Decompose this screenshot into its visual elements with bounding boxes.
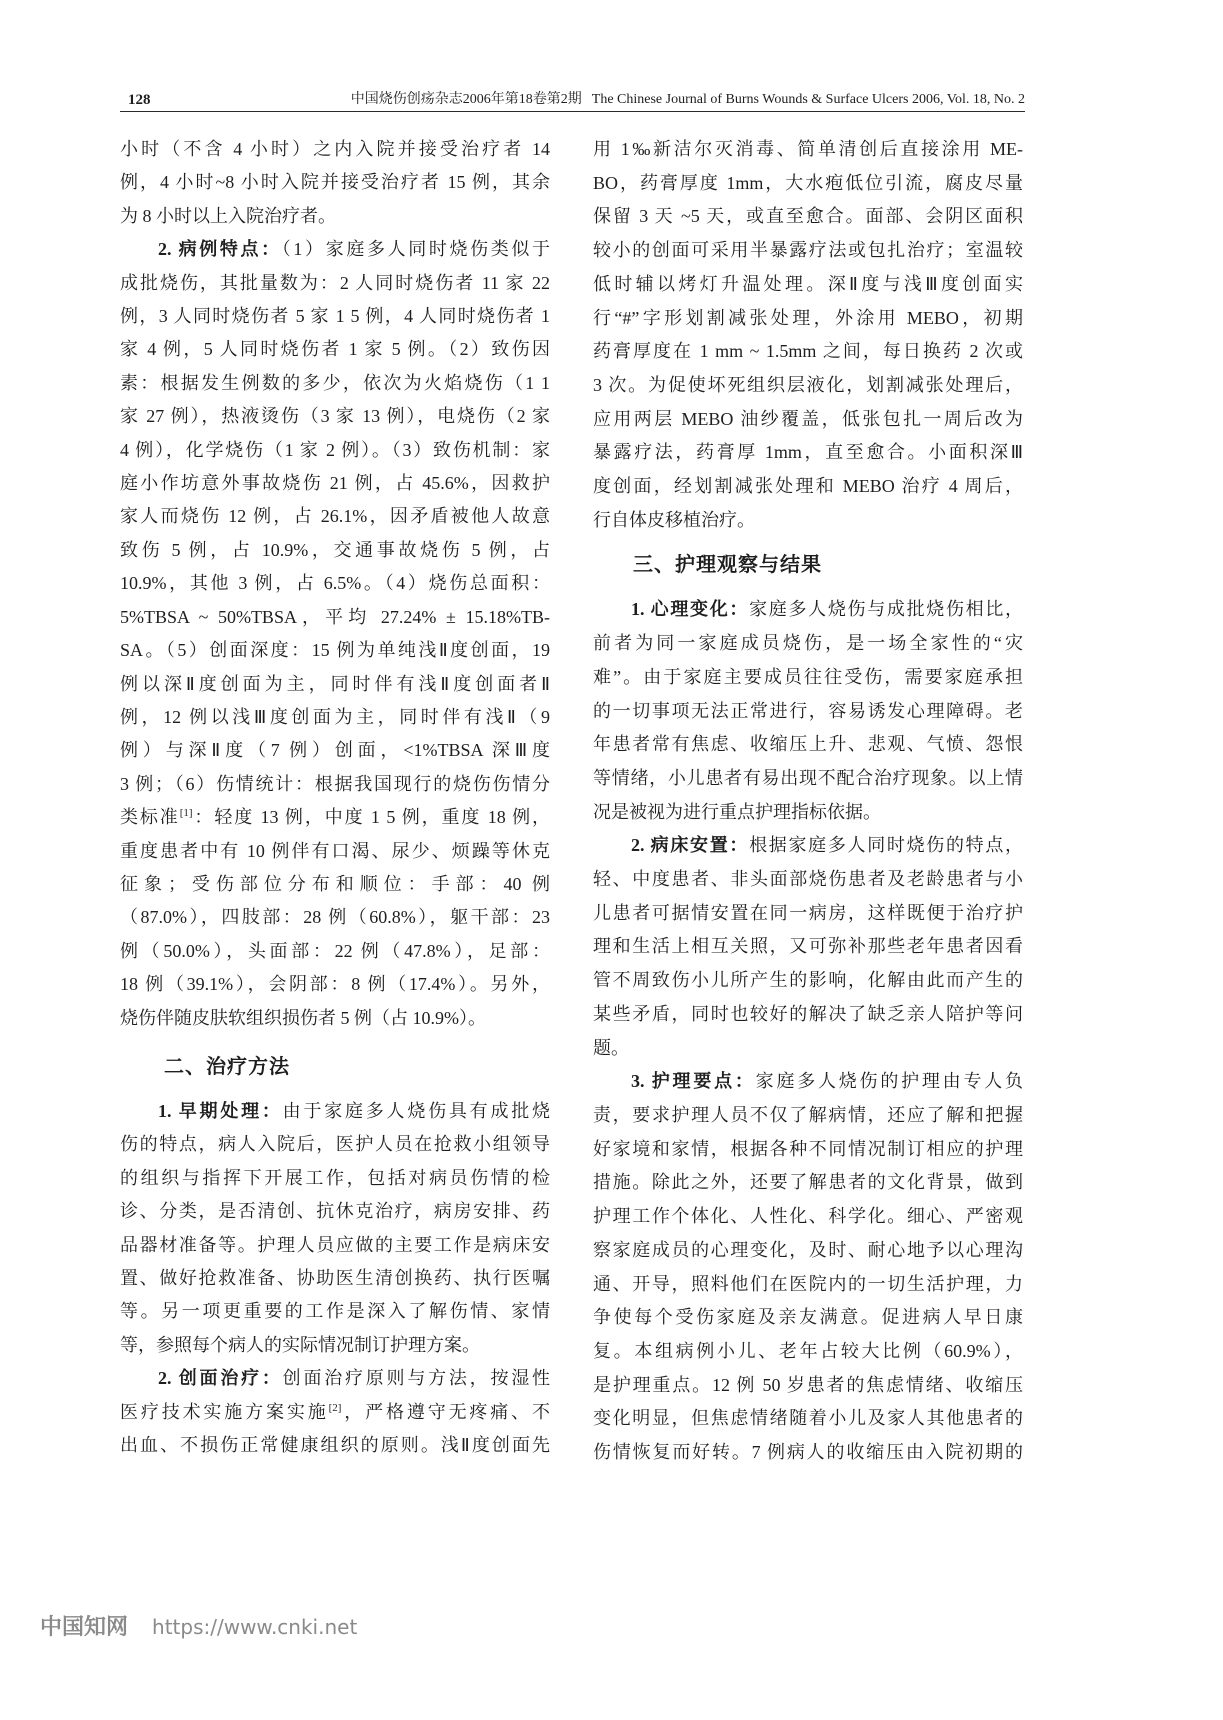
line-text: 成批烧伤，其批量数为：2 人同时烧伤者 11 家 22 <box>120 272 550 293</box>
text-line <box>593 1166 1023 1200</box>
text-line <box>120 668 550 701</box>
text-line <box>593 728 1023 762</box>
line-text: 复。本组病例小儿、老年占较大比例（60.9%）， <box>593 1340 1023 1361</box>
text-line <box>120 333 550 366</box>
text-line <box>593 302 1023 336</box>
column-left <box>120 133 550 1462</box>
line-text: 例）与深Ⅱ度（7 例）创面，<1%TBSA 深Ⅲ度 <box>120 740 550 761</box>
paragraph-case-characteristics <box>120 233 550 1035</box>
text-line <box>120 634 550 667</box>
line-text: 医疗技术实施方案实施 <box>120 1401 329 1422</box>
text-line <box>593 133 1023 167</box>
text-line <box>593 897 1023 931</box>
line-text: 置、做好抢救准备、协助医生清创换药、执行医嘱 <box>120 1268 550 1288</box>
text-line <box>593 661 1023 695</box>
paragraph-psychological-change <box>593 593 1023 829</box>
paragraph-bed-arrangement <box>593 829 1023 1065</box>
line-text: （87.0%），四肢部：28 例（60.8%），躯干部：23 <box>120 907 550 928</box>
line-text: 小时（不含 4 小时）之内入院并接受治疗者 14 <box>120 139 550 159</box>
line-text: 争使每个受伤家庭及亲友满意。促进病人早日康 <box>593 1307 1023 1328</box>
line-text: 好家境和家情，根据各种不同情况制订相应的护理 <box>593 1138 1023 1159</box>
paragraph-early-treatment <box>120 1095 550 1362</box>
line-text: 烧伤伴随皮肤软组织损伤者 5 例（占 10.9%）。 <box>120 1007 486 1028</box>
text-line <box>593 167 1023 201</box>
text-line <box>593 695 1023 729</box>
text-line <box>593 796 1023 830</box>
line-text: ，严格遵守无疼痛、不 <box>341 1401 551 1422</box>
line-text: 管不周致伤小儿所产生的影响，化解由此而产生的 <box>593 970 1023 991</box>
text-line <box>120 601 550 634</box>
line-text: 暴露疗法，药膏厚 1mm，直至愈合。小面积深Ⅲ <box>593 442 1023 463</box>
text-line <box>593 335 1023 369</box>
line-text: 是护理重点。12 例 50 岁患者的焦虑情绪、收缩压 <box>593 1374 1023 1395</box>
text-line <box>593 1032 1023 1066</box>
text-line <box>120 166 550 199</box>
line-text: 通、开导，照料他们在医院内的一切生活护理，力 <box>593 1273 1023 1294</box>
line-text: 根据家庭多人同时烧伤的特点， <box>749 835 1024 856</box>
line-text: 较小的创面可采用半暴露疗法或包扎治疗；室温较 <box>593 240 1023 261</box>
line-text: 护理工作个体化、人性化、科学化。细心、严密观 <box>593 1206 1023 1227</box>
watermark <box>40 1612 357 1645</box>
line-text: 难”。由于家庭主要成员往往受伤，需要家庭承担 <box>593 666 1023 687</box>
text-line <box>593 1436 1023 1470</box>
text-line <box>593 1099 1023 1133</box>
text-line <box>120 400 550 433</box>
line-text: 例以深Ⅱ度创面为主，同时伴有浅Ⅱ度创面者Ⅱ <box>120 673 550 694</box>
paragraph <box>593 133 1023 537</box>
citation-superscript: [2] <box>328 1401 342 1414</box>
line-text: 由于家庭多人烧伤具有成批烧 <box>282 1100 551 1121</box>
text-line <box>120 1195 550 1228</box>
paragraph-lead: 2. 创面治疗： <box>158 1368 283 1389</box>
line-text: 例（50.0%），头面部：22 例（47.8%），足部： <box>120 940 550 961</box>
line-text: 4 例），化学烧伤（1 家 2 例）。（3）致伤机制：家 <box>120 439 550 460</box>
text-line <box>593 627 1023 661</box>
text-line <box>120 968 550 1001</box>
text-line <box>593 1402 1023 1436</box>
line-text: （1）家庭多人同时烧伤类似于 <box>281 239 551 260</box>
journal-title-cn: 中国烧伤创疡杂志2006年第18卷第2期 <box>350 92 582 107</box>
text-line <box>120 768 550 801</box>
line-text: 理和生活上相互关照，又可弥补那些老年患者因看 <box>593 936 1023 957</box>
line-text: 保留 3 天 ~5 天，或直至愈合。面部、会阴区面积 <box>593 206 1023 227</box>
text-line <box>120 935 550 968</box>
paragraph-lead: 1. 早期处理： <box>158 1100 283 1121</box>
line-text: ：轻度 13 例，中度 1 5 例，重度 18 例， <box>192 807 551 828</box>
text-line <box>593 593 1023 627</box>
line-text: 家 27 例），热液烫伤（3 家 13 例），电烧伤（2 家 <box>120 406 550 427</box>
line-text: 行自体皮移植治疗。 <box>593 509 755 530</box>
text-line <box>593 1065 1023 1099</box>
line-text: 变化明显，但焦虑情绪随着小儿及家人其他患者的 <box>593 1408 1023 1429</box>
text-line <box>120 1396 550 1429</box>
text-line <box>120 1262 550 1295</box>
line-text: 的一切事项无法正常进行，容易诱发心理障碍。老 <box>593 700 1023 721</box>
line-text: 家 4 例，5 人同时烧伤者 1 家 5 例。（2）致伤因 <box>120 339 550 360</box>
paragraph-wound-treatment <box>120 1362 550 1462</box>
text-line <box>593 369 1023 403</box>
line-text: 行“#”字形划割减张处理，外涂用 MEBO，初期 <box>593 307 1023 328</box>
line-text: 例，4 小时~8 小时入院并接受治疗者 15 例，其余 <box>120 172 550 193</box>
line-text: 庭小作坊意外事故烧伤 21 例，占 45.6%，因救护 <box>120 473 550 494</box>
text-line <box>120 901 550 934</box>
text-line <box>120 1162 550 1195</box>
text-line <box>593 1369 1023 1403</box>
line-text: 责，要求护理人员不仅了解病情，还应了解和把握 <box>593 1104 1023 1125</box>
text-line <box>120 801 550 834</box>
line-text: 家庭多人烧伤的护理由专人负 <box>755 1071 1024 1092</box>
line-text: 家人而烧伤 12 例，占 26.1%，因矛盾被他人故意 <box>120 506 550 527</box>
text-line <box>593 1268 1023 1302</box>
paragraph-lead: 2. 病例特点： <box>158 239 282 260</box>
text-line <box>593 863 1023 897</box>
text-line <box>120 300 550 333</box>
journal-title-en: The Chinese Journal of Burns Wounds & Surface Ulcers 2006, Vol. 18, No. 2 <box>591 92 1025 107</box>
text-line <box>120 1229 550 1262</box>
text-line <box>120 1362 550 1395</box>
section-heading: 三、护理观察与结果 <box>633 554 822 577</box>
text-line <box>120 267 550 300</box>
line-text: 儿患者可据情安置在同一病房，这样既便于治疗护 <box>593 902 1023 923</box>
paragraph <box>120 133 550 233</box>
line-text: 家庭多人烧伤与成批烧伤相比， <box>749 599 1024 620</box>
line-text: BO，药膏厚度 1mm，大水疱低位引流，腐皮尽量 <box>593 172 1023 193</box>
text-line <box>593 268 1023 302</box>
text-line <box>120 500 550 533</box>
paragraph-lead: 2. 病床安置： <box>631 835 750 856</box>
text-line <box>120 868 550 901</box>
line-text: 题。 <box>593 1037 629 1058</box>
line-text: 致伤 5 例，占 10.9%，交通事故烧伤 5 例，占 <box>120 539 550 560</box>
line-text: 3 次。为促使坏死组织层液化，划割减张处理后， <box>593 374 1023 395</box>
line-text: 等情绪，小儿患者有易出现不配合治疗现象。以上情 <box>593 767 1023 788</box>
line-text: 诊、分类，是否清创、抗休克治疗，病房安排、药 <box>120 1201 550 1222</box>
line-text: 轻、中度患者、非头面部烧伤患者及老龄患者与小 <box>593 869 1023 890</box>
column-right <box>593 133 1023 1470</box>
text-line <box>593 403 1023 437</box>
line-text: 察家庭成员的心理变化，及时、耐心地予以心理沟 <box>593 1239 1023 1260</box>
section-heading: 二、治疗方法 <box>164 1055 290 1078</box>
text-line <box>120 1095 550 1128</box>
text-line <box>120 734 550 767</box>
text-line <box>120 200 550 233</box>
line-text: 3 例；（6）伤情统计：根据我国现行的烧伤伤情分 <box>120 773 550 794</box>
citation-superscript: [1] <box>179 807 193 820</box>
text-line <box>593 1234 1023 1268</box>
line-text: 用 1‰新洁尔灭消毒、简单清创后直接涂用 ME- <box>593 139 1023 159</box>
text-line <box>593 470 1023 504</box>
text-line <box>120 534 550 567</box>
line-text: 伤情恢复而好转。7 例病人的收缩压由入院初期的 <box>593 1442 1023 1463</box>
text-line <box>593 1301 1023 1335</box>
text-line <box>120 434 550 467</box>
line-text: 应用两层 MEBO 油纱覆盖，低张包扎一周后改为 <box>593 408 1023 429</box>
page-number: 128 <box>128 92 151 108</box>
running-header <box>351 90 1025 110</box>
paragraph-lead: 3. 护理要点： <box>631 1071 756 1092</box>
text-line <box>593 998 1023 1032</box>
line-text: 伤的特点，病人入院后，医护人员在抢救小组领导 <box>120 1134 550 1155</box>
text-line <box>120 1429 550 1462</box>
line-text: 例，12 例以浅Ⅲ度创面为主，同时伴有浅Ⅱ（9 <box>120 706 550 727</box>
text-line <box>593 1335 1023 1369</box>
text-line <box>593 1133 1023 1167</box>
line-text: 况是被视为进行重点护理指标依据。 <box>593 801 881 822</box>
text-line <box>120 567 550 600</box>
line-text: 为 8 小时以上入院治疗者。 <box>120 205 336 226</box>
text-line <box>593 504 1023 538</box>
text-line <box>120 233 550 266</box>
text-line <box>593 1200 1023 1234</box>
line-text: 征象；受伤部位分布和顺位：手部：40 例 <box>120 873 550 894</box>
line-text: 年患者常有焦虑、收缩压上升、悲观、气愤、怨恨 <box>593 734 1023 755</box>
line-text: 18 例（39.1%），会阴部：8 例（17.4%）。另外， <box>120 974 550 995</box>
line-text: 创面治疗原则与方法，按湿性 <box>282 1368 551 1389</box>
line-text: 重度患者中有 10 例伴有口渴、尿少、烦躁等休克 <box>120 840 550 861</box>
line-text: 度创面，经划割减张处理和 MEBO 治疗 4 周后， <box>593 476 1023 497</box>
text-line <box>120 1329 550 1362</box>
watermark-url: https://www.cnki.net <box>152 1615 358 1639</box>
line-text: 5%TBSA ~ 50%TBSA，平均 27.24% ± 15.18%TB- <box>120 606 550 627</box>
header-rule <box>120 111 1025 112</box>
text-line <box>120 1128 550 1161</box>
text-line <box>593 930 1023 964</box>
line-text: 例，3 人同时烧伤者 5 家 1 5 例，4 人同时烧伤者 1 <box>120 306 550 327</box>
text-line <box>120 1002 550 1035</box>
line-text: 低时辅以烤灯升温处理。深Ⅱ度与浅Ⅲ度创面实 <box>593 273 1023 294</box>
line-text: 等，参照每个病人的实际情况制订护理方案。 <box>120 1334 480 1355</box>
text-line <box>120 835 550 868</box>
line-text: 出血、不损伤正常健康组织的原则。浅Ⅱ度创面先 <box>120 1435 550 1456</box>
line-text: 药膏厚度在 1 mm ~ 1.5mm 之间，每日换药 2 次或 <box>593 341 1023 362</box>
paragraph-lead: 1. 心理变化： <box>631 599 750 620</box>
text-line <box>593 964 1023 998</box>
text-line <box>593 436 1023 470</box>
line-text: 前者为同一家庭成员烧伤，是一场全家性的“灾 <box>593 633 1023 654</box>
text-line <box>593 234 1023 268</box>
text-line <box>120 367 550 400</box>
line-text: SA。（5）创面深度：15 例为单纯浅Ⅱ度创面，19 <box>120 640 550 661</box>
text-line <box>120 467 550 500</box>
line-text: 的组织与指挥下开展工作，包括对病员伤情的检 <box>120 1167 550 1188</box>
text-line <box>593 200 1023 234</box>
line-text: 素：根据发生例数的多少，依次为火焰烧伤（1 1 <box>120 372 550 393</box>
text-line <box>120 1295 550 1328</box>
line-text: 10.9%，其他 3 例，占 6.5%。（4）烧伤总面积： <box>120 573 550 594</box>
text-line <box>593 762 1023 796</box>
text-line <box>120 701 550 734</box>
line-text: 等。另一项更重要的工作是深入了解伤情、家情 <box>120 1301 550 1322</box>
paragraph-nursing-points <box>593 1065 1023 1469</box>
text-line <box>593 829 1023 863</box>
line-text: 品器材准备等。护理人员应做的主要工作是病床安 <box>120 1234 550 1255</box>
line-text: 措施。除此之外，还要了解患者的文化背景，做到 <box>593 1172 1023 1193</box>
line-text: 类标准 <box>120 807 180 828</box>
text-line <box>120 133 550 166</box>
line-text: 某些矛盾，同时也较好的解决了缺乏亲人陪护等问 <box>593 1003 1023 1024</box>
watermark-brand: 中国知网 <box>40 1614 129 1639</box>
